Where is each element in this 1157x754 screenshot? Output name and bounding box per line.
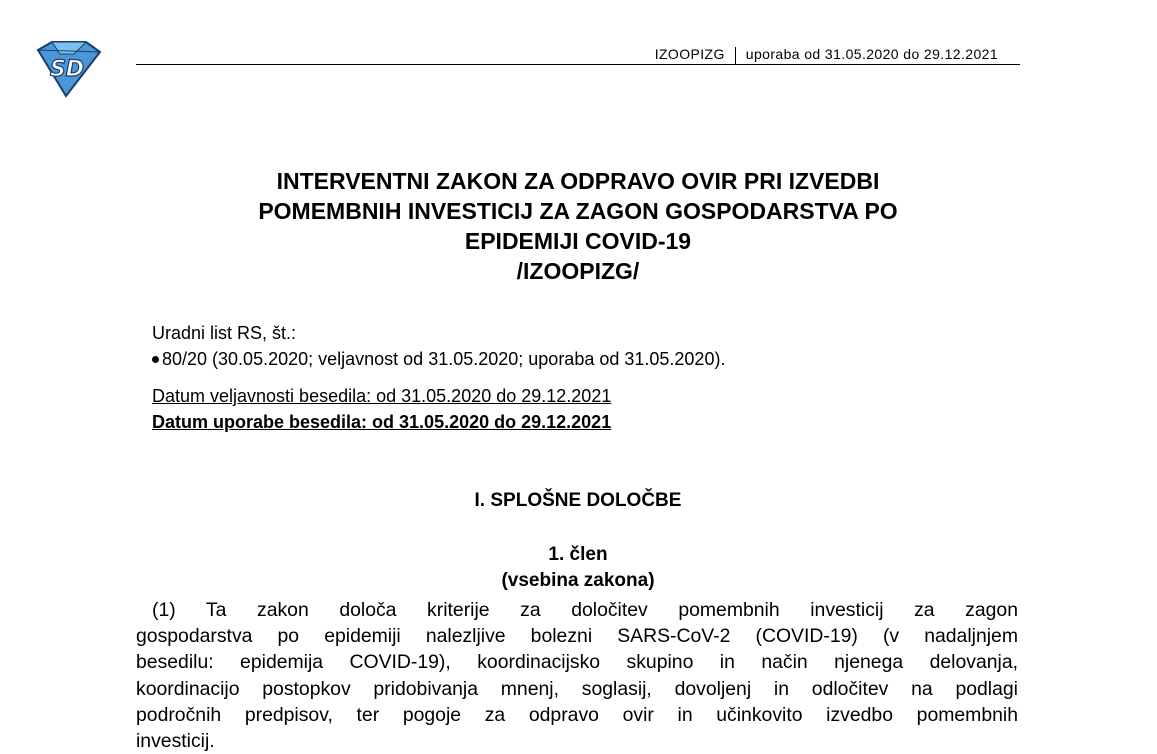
usage-date: Datum uporabe besedila: od 31.05.2020 do 29.12.2021 (152, 412, 612, 432)
title-line: EPIDEMIJI COVID-19 (464, 228, 692, 254)
section-heading: I. SPLOŠNE DOLOČBE (474, 490, 682, 511)
header-abbreviation: IZOOPIZG (654, 46, 725, 62)
paragraph-line: področnih predpisov, ter pogoje za odpravo ovir in učinkovito izvedbo pomembnih (136, 703, 1018, 726)
gazette-entry (152, 346, 725, 372)
header-separator (735, 47, 736, 65)
paragraph-line: koordinacijo postopkov pridobivanja mnenj, soglasij, dovoljenj in odločitev na podlagi (136, 677, 1018, 700)
header-usage: uporaba od 31.05.2020 do 29.12.2021 (745, 46, 998, 62)
article-subtitle: (vsebina zakona) (501, 570, 655, 591)
document-title (136, 166, 1020, 286)
title-line: POMEMBNIH INVESTICIJ ZA ZAGON GOSPODARSTVA PO (258, 198, 898, 224)
bullet-icon (152, 356, 159, 363)
paragraph-line: gospodarstva po epidemiji nalezljive bolezni SARS-CoV-2 (COVID-19) (v nadaljnjem (136, 625, 1018, 648)
article-number: 1. člen (548, 544, 608, 565)
article-paragraph (136, 597, 1018, 754)
header-rule (136, 64, 1020, 65)
publisher-logo (30, 40, 104, 98)
gazette-reference (152, 320, 725, 372)
paragraph-line: besedilu: epidemija COVID-19), koordinacijsko skupino in način njenega delovanja, (136, 651, 1018, 674)
article-heading (136, 542, 1020, 594)
paragraph-line: investicij. (136, 729, 215, 752)
gazette-label: Uradni list RS, št.: (152, 323, 297, 343)
title-abbreviation: /IZOOPIZG/ (516, 258, 640, 284)
title-line: INTERVENTNI ZAKON ZA ODPRAVO OVIR PRI IZVEDBI (276, 168, 880, 194)
text-dates (152, 383, 611, 435)
paragraph-line: (1) Ta zakon določa kriterije za določitev pomembnih investicij za zagon (152, 599, 1018, 621)
gazette-entry-text: 80/20 (30.05.2020; veljavnost od 31.05.2020; uporaba od 31.05.2020). (162, 349, 726, 369)
logo-lettering: SD (49, 57, 85, 82)
running-header (655, 45, 998, 63)
validity-date: Datum veljavnosti besedila: od 31.05.2020 do 29.12.2021 (152, 386, 612, 406)
